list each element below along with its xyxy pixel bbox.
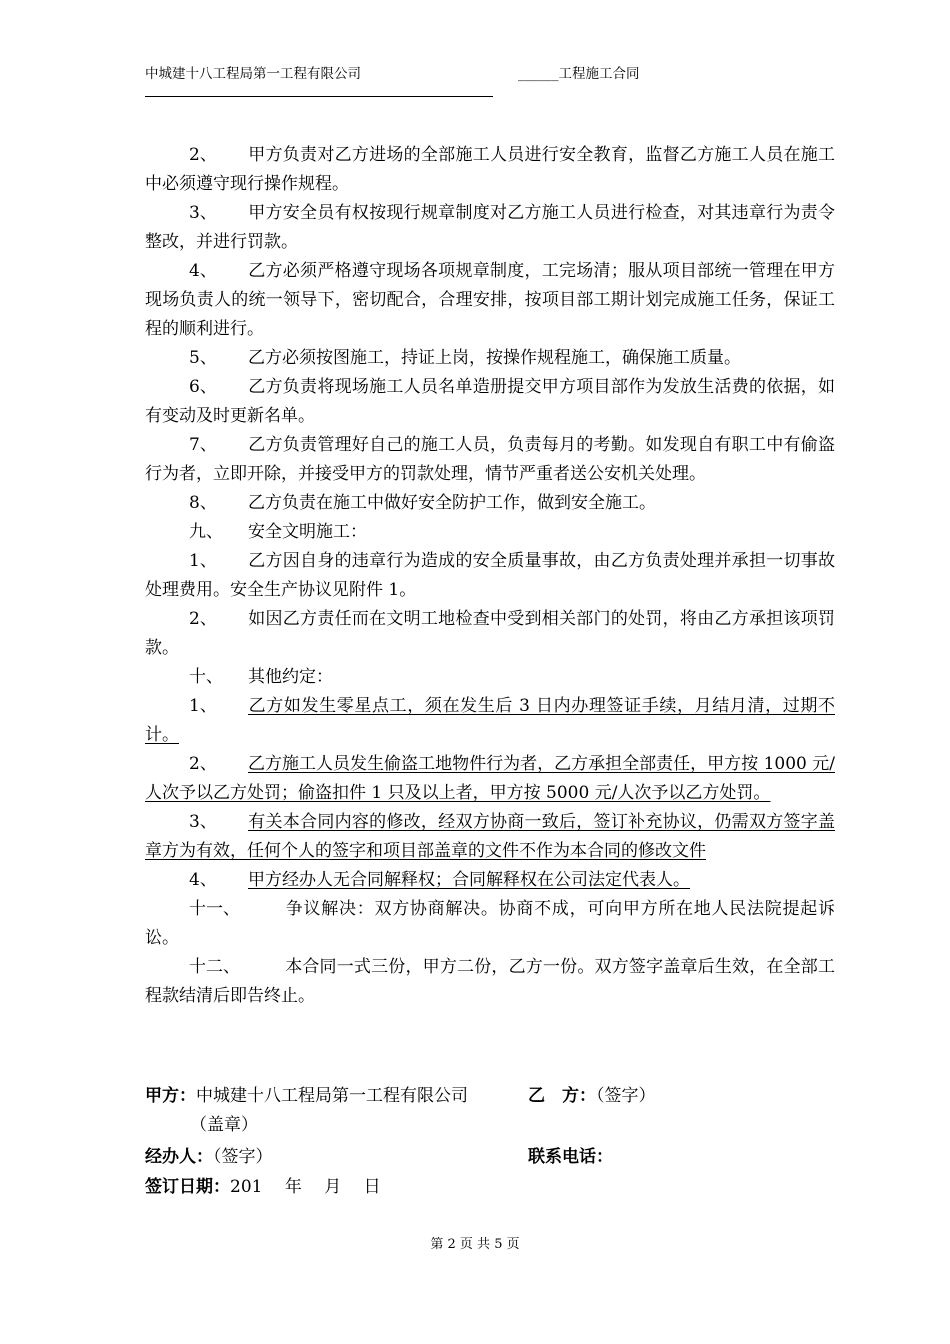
clause-paragraph	[145, 547, 835, 605]
page-number: 第 2 页 共 5 页	[430, 1237, 520, 1252]
date-label: 签订日期：	[145, 1177, 230, 1197]
clause-paragraph	[145, 605, 835, 663]
clause-text: 有关本合同内容的修改，经双方协商一致后，签订补充协议，仍需双方签字盖章方为有效，任何个人的签字和项目部盖章的文件不作为本合同的修改文件	[145, 812, 835, 861]
clause-text: 乙方负责在施工中做好安全防护工作，做到安全施工。	[248, 493, 656, 513]
clause-paragraph	[145, 257, 835, 344]
clause-paragraph	[145, 518, 835, 547]
clause-text: 乙方施工人员发生偷盗工地物件行为者，乙方承担全部责任，甲方按 1000 元/人次予以乙方处罚；偷盗扣件 1 只及以上者，甲方按 5000 元/人次予以乙方处罚。	[145, 754, 835, 803]
clause-text: 甲方经办人无合同解释权；合同解释权在公司法定代表人。	[248, 870, 690, 890]
clause-paragraph	[145, 692, 835, 750]
clause-number: 7、	[189, 435, 217, 455]
party-a-line	[145, 1083, 468, 1109]
clause-text: 乙方负责管理好自己的施工人员，负责每月的考勤。如发现自有职工中有偷盗行为者，立即开除，并接受甲方的罚款处理，情节严重者送公安机关处理。	[145, 435, 835, 484]
agent-label: 经办人：	[145, 1147, 213, 1167]
clause-text: 乙方必须严格遵守现场各项规章制度，工完场清；服从项目部统一管理在甲方现场负责人的统一领导下，密切配合，合理安排，按项目部工期计划完成施工任务，保证工程的顺利进行。	[145, 261, 835, 339]
clause-paragraph	[145, 895, 835, 953]
clause-text: 如因乙方责任而在文明工地检查中受到相关部门的处罚，将由乙方承担该项罚款。	[145, 609, 835, 658]
clause-number: 1、	[189, 696, 217, 716]
clause-number: 十、	[189, 667, 223, 687]
agent-line	[145, 1144, 273, 1170]
clause-paragraph	[145, 373, 835, 431]
clause-paragraph	[145, 808, 835, 866]
clause-text: 甲方安全员有权按现行规章制度对乙方施工人员进行检查，对其违章行为责令整改，并进行罚款。	[145, 203, 835, 252]
clause-number: 九、	[189, 522, 223, 542]
clause-number: 2、	[189, 145, 217, 165]
clause-text: 争议解决：双方协商解决。协商不成，可向甲方所在地人民法院提起诉讼。	[145, 899, 835, 948]
clause-paragraph	[145, 953, 835, 1011]
clause-number: 2、	[189, 754, 217, 774]
clause-paragraph	[145, 489, 835, 518]
header-company: 中城建十八工程局第一工程有限公司	[145, 66, 361, 82]
clause-paragraph	[145, 199, 835, 257]
party-a-label: 甲方：	[145, 1086, 196, 1106]
clause-number: 8、	[189, 493, 217, 513]
clause-paragraph	[145, 750, 835, 808]
party-b-line	[528, 1083, 656, 1109]
clause-number: 2、	[189, 609, 217, 629]
clause-paragraph	[145, 344, 835, 373]
clause-number: 1、	[189, 551, 217, 571]
clause-paragraph	[145, 866, 835, 895]
seal-note: （盖章）	[190, 1115, 258, 1135]
clause-paragraph	[145, 663, 835, 692]
party-b-label: 乙 方：	[528, 1086, 596, 1106]
clause-text: 乙方负责将现场施工人员名单造册提交甲方项目部作为发放生活费的依据，如有变动及时更新名单。	[145, 377, 835, 426]
contract-body	[145, 141, 835, 1011]
agent-value: （签字）	[213, 1147, 273, 1167]
header-divider	[145, 96, 493, 97]
clause-number: 3、	[189, 203, 217, 223]
clause-number: 3、	[189, 812, 217, 832]
clause-paragraph	[145, 141, 835, 199]
clause-text: 甲方负责对乙方进场的全部施工人员进行安全教育，监督乙方施工人员在施工中必须遵守现行操作规程。	[145, 145, 835, 194]
phone-label: 联系电话：	[528, 1147, 613, 1167]
clause-number: 4、	[189, 261, 217, 281]
clause-text: 乙方如发生零星点工，须在发生后 3 日内办理签证手续，月结月清，过期不计。	[145, 696, 835, 745]
clause-number: 十二、	[189, 957, 240, 977]
clause-text: 乙方因自身的违章行为造成的安全质量事故，由乙方负责处理并承担一切事故处理费用。安全生产协议见附件 1。	[145, 551, 835, 600]
header-doc-title: ______工程施工合同	[518, 66, 640, 82]
party-b-value: （签字）	[596, 1086, 656, 1106]
clause-text: 乙方必须按图施工，持证上岗，按操作规程施工，确保施工质量。	[248, 348, 741, 368]
date-line	[145, 1174, 381, 1200]
clause-number: 5、	[189, 348, 217, 368]
clause-text: 其他约定：	[248, 667, 333, 687]
clause-number: 6、	[189, 377, 217, 397]
clause-paragraph	[145, 431, 835, 489]
clause-text: 安全文明施工：	[248, 522, 367, 542]
date-value: 201 年 月 日	[230, 1177, 381, 1197]
clause-number: 十一、	[189, 899, 240, 919]
clause-text: 本合同一式三份，甲方二份，乙方一份。双方签字盖章后生效，在全部工程款结清后即告终止。	[145, 957, 835, 1006]
party-a-value: 中城建十八工程局第一工程有限公司	[196, 1086, 468, 1106]
clause-number: 4、	[189, 870, 217, 890]
